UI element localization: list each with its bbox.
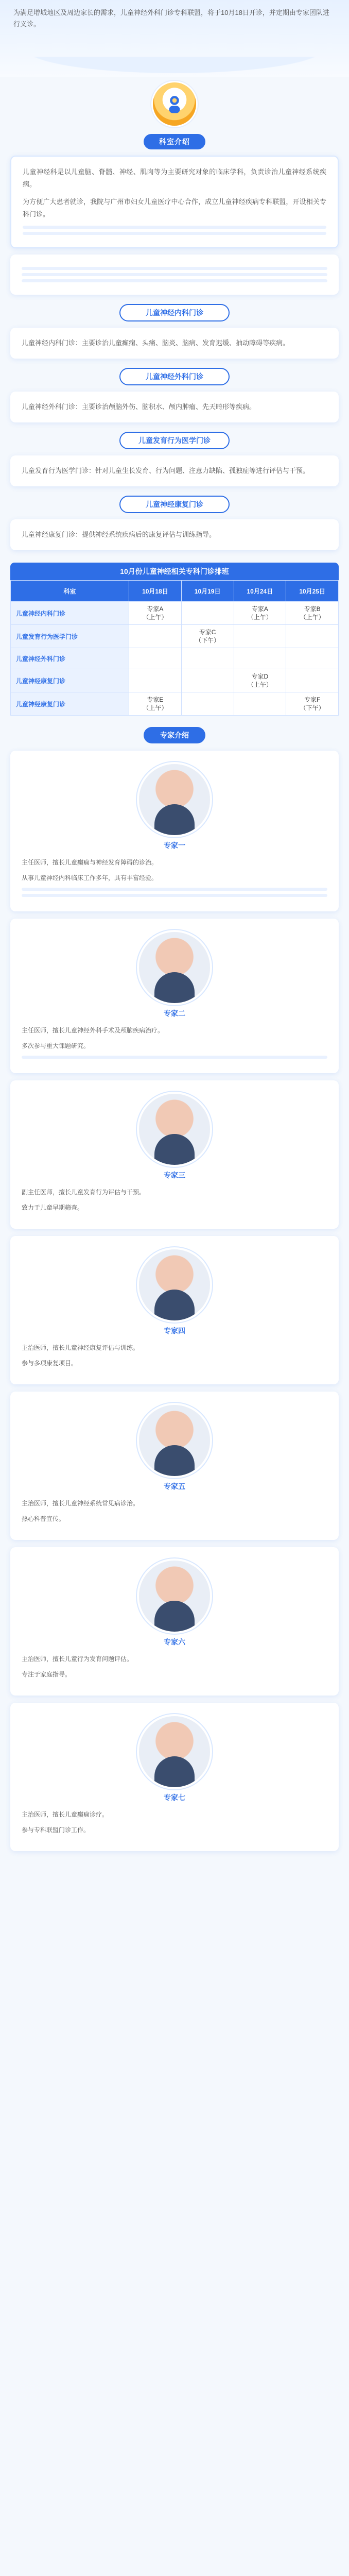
schedule-dept: 儿童神经内科门诊	[11, 602, 129, 625]
placeholder-line	[22, 267, 327, 270]
schedule-cell	[234, 625, 286, 648]
expert-photo	[139, 1716, 210, 1787]
expert-bio: 副主任医师，擅长儿童发育行为评估与干预。	[22, 1189, 146, 1196]
schedule-cell	[181, 648, 234, 669]
placeholder-line	[23, 226, 326, 229]
expert-photo	[139, 1405, 210, 1476]
expert-bio: 热心科普宣传。	[22, 1515, 65, 1522]
schedule-header: 10月24日	[234, 581, 286, 602]
intro-paragraph-2: 为方便广大患者就诊，我院与广州市妇女儿童医疗中心合作，成立儿童神经疾病专科联盟，开设相关专科门诊。	[23, 198, 326, 218]
expert-card	[10, 919, 339, 1073]
expert-name: 专家七	[164, 1793, 185, 1802]
expert-photo	[139, 1561, 210, 1632]
schedule-header: 10月19日	[181, 581, 234, 602]
schedule-title: 10月份儿童神经相关专科门诊排班	[10, 563, 339, 580]
expert-bio: 致力于儿童早期筛查。	[22, 1204, 84, 1211]
expert-name: 专家二	[164, 1009, 185, 1018]
expert-bio: 主治医师，擅长儿童癫痫诊疗。	[22, 1811, 109, 1818]
expert-bio: 主任医师，擅长儿童癫痫与神经发育障碍的诊治。	[22, 859, 158, 866]
expert-bio: 参与专科联盟门诊工作。	[22, 1826, 90, 1834]
schedule-row	[11, 602, 339, 625]
expert-name: 专家六	[164, 1638, 185, 1646]
schedule-cell	[129, 669, 182, 692]
schedule-header: 科室	[11, 581, 129, 602]
schedule-cell	[286, 669, 339, 692]
clinic-heading-rehab: 儿童神经康复门诊	[119, 496, 230, 513]
expert-photo	[139, 1094, 210, 1165]
schedule-cell: 专家B （上午）	[286, 602, 339, 625]
clinic-card-neurosurgery	[10, 392, 339, 422]
schedule-cell	[129, 648, 182, 669]
expert-name: 专家四	[164, 1327, 185, 1335]
schedule-cell	[181, 669, 234, 692]
hero-banner	[0, 0, 349, 77]
schedule-table	[10, 580, 339, 716]
schedule-cell	[286, 625, 339, 648]
expert-bio: 从事儿童神经内科临床工作多年，具有丰富经验。	[22, 874, 158, 882]
schedule-cell	[234, 692, 286, 716]
expert-bio: 多次参与重大课题研究。	[22, 1042, 90, 1049]
clinic-card-neurology	[10, 328, 339, 359]
schedule-cell	[234, 648, 286, 669]
placeholder-line	[22, 273, 327, 276]
schedule-cell	[181, 602, 234, 625]
clinic-card-rehab	[10, 519, 339, 550]
expert-bio: 主治医师，擅长儿童神经系统常见病诊治。	[22, 1500, 139, 1507]
placeholder-line	[22, 1056, 327, 1059]
schedule-cell: 专家A （上午）	[234, 602, 286, 625]
expert-bio: 主治医师，擅长儿童神经康复评估与训练。	[22, 1344, 139, 1351]
placeholder-line	[23, 232, 326, 235]
hero-wave	[0, 57, 349, 77]
intro-pill: 科室介绍	[144, 134, 205, 149]
clinic-desc-neurosurgery: 儿童神经外科门诊：主要诊治颅脑外伤、脑积水、颅内肿瘤、先天畸形等疾病。	[22, 403, 256, 411]
schedule-row	[11, 692, 339, 716]
clinic-desc-rehab: 儿童神经康复门诊：提供神经系统疾病后的康复评估与训练指导。	[22, 531, 216, 538]
expert-photo	[139, 1249, 210, 1320]
expert-card	[10, 1080, 339, 1229]
schedule-header-row	[11, 581, 339, 602]
expert-card	[10, 1547, 339, 1696]
schedule-cell: 专家C （下午）	[181, 625, 234, 648]
schedule-cell	[181, 692, 234, 716]
schedule-header: 10月18日	[129, 581, 182, 602]
clinic-heading-neurosurgery: 儿童神经外科门诊	[119, 368, 230, 385]
hospital-logo	[153, 82, 196, 126]
clinic-desc-neurology: 儿童神经内科门诊：主要诊治儿童癫痫、头痛、脑炎、脑病、发育迟缓、抽动障碍等疾病。	[22, 339, 290, 347]
schedule-cell: 专家F （下午）	[286, 692, 339, 716]
expert-bio: 主任医师，擅长儿童神经外科手术及颅脑疾病治疗。	[22, 1027, 164, 1034]
clinic-heading-development: 儿童发育行为医学门诊	[119, 432, 230, 449]
expert-name: 专家五	[164, 1482, 185, 1490]
expert-card	[10, 1703, 339, 1851]
schedule-dept: 儿童神经康复门诊	[11, 669, 129, 692]
expert-photo	[139, 932, 210, 1003]
schedule-dept: 儿童神经外科门诊	[11, 648, 129, 669]
expert-bio: 主治医师，擅长儿童行为发育问题评估。	[22, 1655, 133, 1663]
expert-card	[10, 751, 339, 911]
expert-name: 专家一	[164, 841, 185, 850]
schedule-dept: 儿童神经康复门诊	[11, 692, 129, 716]
expert-name: 专家三	[164, 1171, 185, 1179]
intro-card	[10, 156, 339, 248]
schedule-cell: 专家E （上午）	[129, 692, 182, 716]
child-brain-icon	[160, 90, 189, 118]
schedule-cell: 专家A （上午）	[129, 602, 182, 625]
expert-bio: 专注于家庭指导。	[22, 1671, 72, 1678]
schedule-row	[11, 648, 339, 669]
clinic-card-development	[10, 455, 339, 486]
experts-pill: 专家介绍	[144, 727, 205, 743]
clinic-desc-development: 儿童发育行为医学门诊：针对儿童生长发育、行为问题、注意力缺陷、孤独症等进行评估与干预。	[22, 467, 310, 474]
schedule-row	[11, 669, 339, 692]
clinic-heading-neurology: 儿童神经内科门诊	[119, 304, 230, 321]
schedule-cell	[286, 648, 339, 669]
expert-bio: 参与多项康复项目。	[22, 1360, 78, 1367]
schedule-header: 10月25日	[286, 581, 339, 602]
expert-photo	[139, 764, 210, 835]
intro-section	[10, 156, 339, 550]
schedule-cell: 专家D （上午）	[234, 669, 286, 692]
expert-card	[10, 1392, 339, 1540]
hero-intro-text: 为满足增城地区及周边家长的需求，儿童神经外科门诊专科联盟，将于10月18日开诊，并定期由专家团队进行义诊。	[13, 9, 329, 28]
clinic-overview-card	[10, 255, 339, 295]
schedule-row	[11, 625, 339, 648]
schedule-cell	[129, 625, 182, 648]
schedule-dept: 儿童发育行为医学门诊	[11, 625, 129, 648]
placeholder-line	[22, 888, 327, 891]
placeholder-line	[22, 279, 327, 282]
intro-paragraph-1: 儿童神经科是以儿童脑、脊髓、神经、肌肉等为主要研究对象的临床学科，负责诊治儿童神经系统疾病。	[23, 168, 326, 188]
placeholder-line	[22, 894, 327, 897]
expert-card	[10, 1236, 339, 1384]
logo-area	[0, 77, 349, 134]
